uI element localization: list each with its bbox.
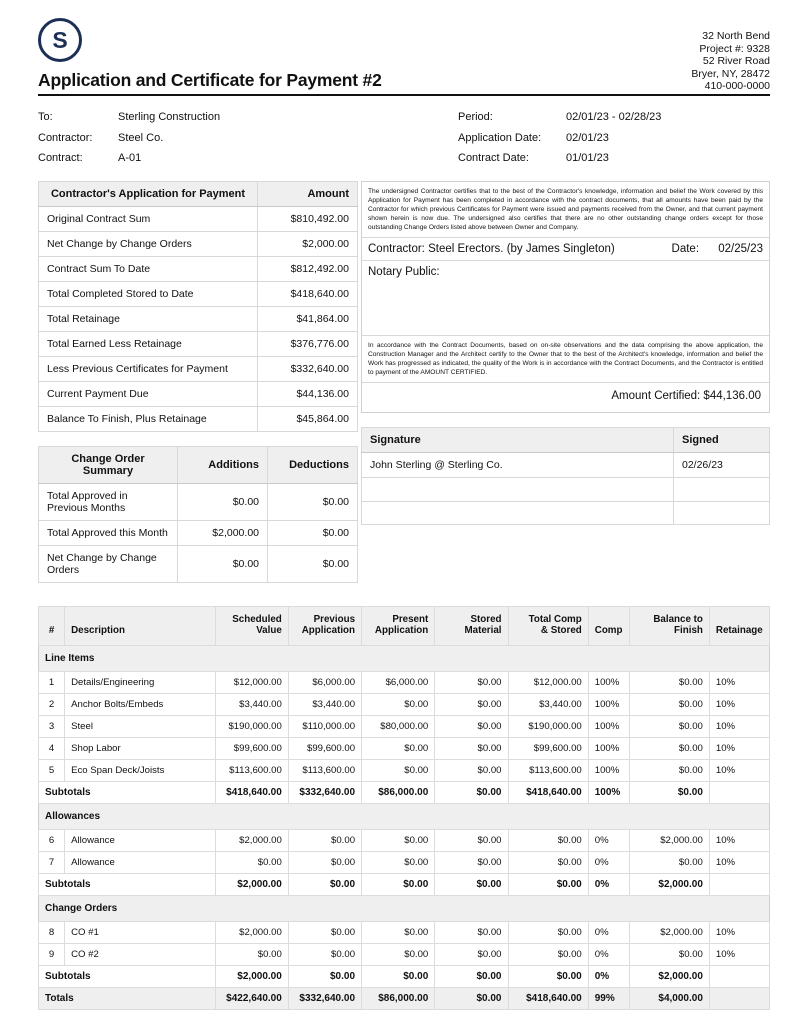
cell-comp: 100% — [588, 715, 629, 737]
table-row — [39, 406, 358, 431]
table-row — [39, 921, 770, 943]
col-header-line: Present — [392, 613, 429, 625]
row-deductions: $0.00 — [268, 545, 358, 582]
subtotal-stored-material: $0.00 — [435, 965, 508, 987]
cell-balance-to-finish: $0.00 — [629, 943, 709, 965]
cell-scheduled-value: $99,600.00 — [215, 737, 288, 759]
cell-comp: 0% — [588, 943, 629, 965]
cell-scheduled-value: $113,600.00 — [215, 759, 288, 781]
cell-retainage: 10% — [709, 715, 769, 737]
cell-number: 5 — [39, 759, 65, 781]
cell-total-comp-stored: $113,600.00 — [508, 759, 588, 781]
table-row — [39, 381, 358, 406]
cell-description: Eco Span Deck/Joists — [65, 759, 215, 781]
table-row — [39, 356, 358, 381]
table-row — [39, 256, 358, 281]
cell-balance-to-finish: $0.00 — [629, 759, 709, 781]
row-label: Total Approved this Month — [39, 520, 178, 545]
totals-present-application: $86,000.00 — [362, 987, 435, 1009]
totals-stored-material: $0.00 — [435, 987, 508, 1009]
notary-public-block — [362, 260, 769, 335]
section-header-row — [39, 645, 770, 671]
cell-retainage: 10% — [709, 921, 769, 943]
cell-description: Shop Labor — [65, 737, 215, 759]
cell-present-application: $6,000.00 — [362, 671, 435, 693]
meta-label-period: Period: — [458, 111, 493, 123]
subtotal-total-comp-stored: $0.00 — [508, 873, 588, 895]
row-amount: $45,864.00 — [258, 406, 358, 431]
table-row — [39, 306, 358, 331]
cell-number: 8 — [39, 921, 65, 943]
cell-stored-material: $0.00 — [435, 759, 508, 781]
address-line: Project #: 9328 — [699, 42, 770, 55]
cell-previous-application: $6,000.00 — [288, 671, 361, 693]
row-amount: $810,492.00 — [258, 206, 358, 231]
cell-comp: 100% — [588, 671, 629, 693]
table-header-row — [39, 446, 358, 483]
col-header-additions: Additions — [178, 446, 268, 483]
cell-retainage: 10% — [709, 759, 769, 781]
row-amount: $2,000.00 — [258, 231, 358, 256]
subtotal-previous-application: $332,640.00 — [288, 781, 361, 803]
cell-present-application: $0.00 — [362, 829, 435, 851]
cell-present-application: $0.00 — [362, 921, 435, 943]
totals-label: Totals — [39, 987, 216, 1009]
row-amount: $418,640.00 — [258, 281, 358, 306]
meta-value-to: Sterling Construction — [118, 111, 221, 123]
cell-balance-to-finish: $2,000.00 — [629, 921, 709, 943]
col-header-previous-application — [288, 606, 361, 645]
row-label: Balance To Finish, Plus Retainage — [39, 406, 258, 431]
cell-scheduled-value: $3,440.00 — [215, 693, 288, 715]
certification-panel — [361, 181, 770, 414]
totals-previous-application: $332,640.00 — [288, 987, 361, 1009]
date-label: Date: — [671, 242, 700, 255]
table-row — [39, 231, 358, 256]
section-header-row — [39, 803, 770, 829]
totals-balance-to-finish: $4,000.00 — [629, 987, 709, 1009]
subtotal-label: Subtotals — [39, 781, 216, 803]
cell-description: Allowance — [65, 851, 215, 873]
table-row — [362, 501, 770, 524]
cell-present-application: $80,000.00 — [362, 715, 435, 737]
table-row — [39, 331, 358, 356]
cell-scheduled-value: $0.00 — [215, 851, 288, 873]
cell-number: 6 — [39, 829, 65, 851]
col-header-present-application — [362, 606, 435, 645]
cell-comp: 100% — [588, 693, 629, 715]
subtotal-stored-material: $0.00 — [435, 873, 508, 895]
cell-total-comp-stored: $12,000.00 — [508, 671, 588, 693]
col-header-line: Finish — [674, 625, 703, 636]
cell-number: 9 — [39, 943, 65, 965]
amount-certified-text: Amount Certified: $44,136.00 — [362, 382, 769, 413]
notary-label: Notary Public: — [368, 265, 440, 278]
col-header-stored-material — [435, 606, 508, 645]
table-row — [39, 759, 770, 781]
col-header-line: Application — [374, 625, 429, 636]
col-header-total-comp-stored — [508, 606, 588, 645]
certification-date-group — [656, 243, 763, 255]
cell-previous-application: $0.00 — [288, 851, 361, 873]
cell-total-comp-stored: $3,440.00 — [508, 693, 588, 715]
cell-balance-to-finish: $0.00 — [629, 737, 709, 759]
cell-present-application: $0.00 — [362, 759, 435, 781]
cell-comp: 100% — [588, 737, 629, 759]
summary-section — [38, 181, 770, 583]
table-row — [39, 206, 358, 231]
row-deductions: $0.00 — [268, 483, 358, 520]
col-header-change-order-summary: Change Order Summary — [39, 446, 178, 483]
cell-previous-application: $99,600.00 — [288, 737, 361, 759]
col-header-line: Scheduled — [232, 613, 282, 625]
cell-balance-to-finish: $2,000.00 — [629, 829, 709, 851]
table-header-row — [362, 428, 770, 453]
subtotal-comp: 0% — [588, 873, 629, 895]
meta-label-to: To: — [38, 111, 53, 123]
table-header-row — [39, 606, 770, 645]
subtotal-balance-to-finish: $2,000.00 — [629, 873, 709, 895]
subtotal-retainage — [709, 873, 769, 895]
table-row — [39, 943, 770, 965]
subtotal-present-application: $86,000.00 — [362, 781, 435, 803]
cell-total-comp-stored: $0.00 — [508, 829, 588, 851]
meta-value-application-date: 02/01/23 — [566, 131, 609, 144]
cell-stored-material: $0.00 — [435, 737, 508, 759]
row-label: Total Completed Stored to Date — [39, 281, 258, 306]
cell-balance-to-finish: $0.00 — [629, 693, 709, 715]
row-signature — [362, 478, 674, 501]
subtotal-total-comp-stored: $0.00 — [508, 965, 588, 987]
page-title: Application and Certificate for Payment #2 — [38, 70, 382, 90]
cell-stored-material: $0.00 — [435, 943, 508, 965]
cell-previous-application: $0.00 — [288, 921, 361, 943]
table-row — [39, 715, 770, 737]
subtotal-present-application: $0.00 — [362, 965, 435, 987]
row-signed — [674, 501, 770, 524]
cell-description: CO #1 — [65, 921, 215, 943]
meta-value-contractor: Steel Co. — [118, 131, 164, 144]
cell-previous-application: $3,440.00 — [288, 693, 361, 715]
row-additions: $0.00 — [178, 545, 268, 582]
row-signed — [674, 478, 770, 501]
summary-left-column — [38, 181, 358, 583]
cell-previous-application: $0.00 — [288, 829, 361, 851]
cell-total-comp-stored: $99,600.00 — [508, 737, 588, 759]
cell-description: Allowance — [65, 829, 215, 851]
cell-number: 3 — [39, 715, 65, 737]
cell-retainage: 10% — [709, 693, 769, 715]
table-row — [362, 453, 770, 478]
cell-previous-application: $0.00 — [288, 943, 361, 965]
row-label: Total Approved in Previous Months — [39, 483, 178, 520]
cell-balance-to-finish: $0.00 — [629, 671, 709, 693]
row-label: Net Change by Change Orders — [39, 231, 258, 256]
row-additions: $0.00 — [178, 483, 268, 520]
cell-total-comp-stored: $190,000.00 — [508, 715, 588, 737]
row-signature — [362, 501, 674, 524]
subtotal-scheduled-value: $2,000.00 — [215, 965, 288, 987]
subtotal-row — [39, 965, 770, 987]
subtotal-label: Subtotals — [39, 873, 216, 895]
meta-value-period: 02/01/23 - 02/28/23 — [566, 111, 662, 123]
col-header-signed: Signed — [674, 428, 770, 453]
row-amount: $41,864.00 — [258, 306, 358, 331]
table-row — [39, 545, 358, 582]
row-label: Current Payment Due — [39, 381, 258, 406]
col-header-line: Balance to — [653, 613, 703, 625]
row-label: Contract Sum To Date — [39, 256, 258, 281]
row-label: Net Change by Change Orders — [39, 545, 178, 582]
signature-table — [361, 427, 770, 525]
col-header-line: Application — [301, 625, 356, 636]
cell-number: 1 — [39, 671, 65, 693]
cell-present-application: $0.00 — [362, 943, 435, 965]
row-deductions: $0.00 — [268, 520, 358, 545]
cell-present-application: $0.00 — [362, 737, 435, 759]
cell-description: Steel — [65, 715, 215, 737]
section-title: Change Orders — [39, 895, 770, 921]
subtotal-comp: 0% — [588, 965, 629, 987]
contractor-name-text: Contractor: Steel Erectors. (by James Singleton) — [368, 242, 615, 255]
table-row — [362, 478, 770, 501]
cell-stored-material: $0.00 — [435, 671, 508, 693]
subtotal-row — [39, 873, 770, 895]
cell-comp: 0% — [588, 921, 629, 943]
subtotal-label: Subtotals — [39, 965, 216, 987]
totals-comp: 99% — [588, 987, 629, 1009]
section-title: Allowances — [39, 803, 770, 829]
totals-total-comp-stored: $418,640.00 — [508, 987, 588, 1009]
contractor-signature-line — [362, 237, 769, 260]
line-items-table — [38, 606, 770, 1010]
subtotal-previous-application: $0.00 — [288, 965, 361, 987]
subtotal-balance-to-finish: $0.00 — [629, 781, 709, 803]
row-amount: $44,136.00 — [258, 381, 358, 406]
meta-right-values — [566, 107, 661, 169]
section-title: Line Items — [39, 645, 770, 671]
address-line: 32 North Bend — [702, 30, 770, 42]
cell-stored-material: $0.00 — [435, 921, 508, 943]
cell-number: 4 — [39, 737, 65, 759]
contractor-application-table — [38, 181, 358, 432]
totals-retainage — [709, 987, 769, 1009]
cell-comp: 0% — [588, 851, 629, 873]
table-row — [39, 829, 770, 851]
col-header-line: & Stored — [540, 625, 582, 636]
table-row — [39, 737, 770, 759]
col-header-retainage: Retainage — [709, 606, 769, 645]
col-header-balance-to-finish — [629, 606, 709, 645]
subtotal-retainage — [709, 781, 769, 803]
cell-scheduled-value: $0.00 — [215, 943, 288, 965]
cell-comp: 0% — [588, 829, 629, 851]
col-header-application: Contractor's Application for Payment — [39, 181, 258, 206]
subtotal-total-comp-stored: $418,640.00 — [508, 781, 588, 803]
col-header-line: Stored — [470, 613, 502, 625]
totals-row — [39, 987, 770, 1009]
cell-balance-to-finish: $0.00 — [629, 715, 709, 737]
row-label: Total Retainage — [39, 306, 258, 331]
contractor-certification-paragraph: The undersigned Contractor certifies that to the best of the Contractor's knowledge, information and belief the Work covered by this Application for Payment has been completed in accordance with the contract documents, that all amounts have been paid by the Contractor for which previous Certificates for Payment were issued and payments received from the Owner, and that current payment shown herein is now due. The undersigned also certifies that there are no other outstanding change orders except for those outstanding Change Orders listed above between Owner and Company. — [368, 187, 763, 231]
row-label: Less Previous Certificates for Payment — [39, 356, 258, 381]
cell-present-application: $0.00 — [362, 693, 435, 715]
cell-number: 7 — [39, 851, 65, 873]
table-row — [39, 483, 358, 520]
subtotal-balance-to-finish: $2,000.00 — [629, 965, 709, 987]
col-header-amount: Amount — [258, 181, 358, 206]
row-label: Original Contract Sum — [39, 206, 258, 231]
totals-scheduled-value: $422,640.00 — [215, 987, 288, 1009]
table-row — [39, 520, 358, 545]
document-header — [38, 18, 770, 96]
meta-left-group — [38, 107, 458, 169]
cell-retainage: 10% — [709, 737, 769, 759]
cell-retainage: 10% — [709, 851, 769, 873]
address-line: Bryer, NY, 28472 — [691, 67, 770, 80]
cell-scheduled-value: $12,000.00 — [215, 671, 288, 693]
table-row — [39, 693, 770, 715]
subtotal-previous-application: $0.00 — [288, 873, 361, 895]
summary-right-column — [361, 181, 770, 526]
col-header-line: Material — [464, 625, 502, 636]
table-row — [39, 281, 358, 306]
cell-total-comp-stored: $0.00 — [508, 921, 588, 943]
meta-left-values — [118, 107, 220, 169]
subtotal-scheduled-value: $418,640.00 — [215, 781, 288, 803]
subtotal-comp: 100% — [588, 781, 629, 803]
cell-comp: 100% — [588, 759, 629, 781]
col-header-line: Total Comp — [528, 613, 582, 625]
cell-total-comp-stored: $0.00 — [508, 851, 588, 873]
row-amount: $332,640.00 — [258, 356, 358, 381]
row-signature: John Sterling @ Sterling Co. — [362, 453, 674, 478]
cell-balance-to-finish: $0.00 — [629, 851, 709, 873]
cell-present-application: $0.00 — [362, 851, 435, 873]
col-header-line: Previous — [313, 613, 356, 625]
company-logo-icon — [38, 18, 82, 62]
meta-label-contractor: Contractor: — [38, 131, 93, 144]
subtotal-retainage — [709, 965, 769, 987]
architect-certification-paragraph: In accordance with the Contract Documents, based on on-site observations and the data comprising the above application, the Construction Manager and the Architect certify to the Owner that to the best of the Architect's knowledge, information and belief the Work has progressed as indicated, the quality of the Work is in accordance with the Contract Documents, and the Contractor is entitled to payment of the AMOUNT CERTIFIED. — [362, 335, 769, 382]
cell-total-comp-stored: $0.00 — [508, 943, 588, 965]
cell-description: Anchor Bolts/Embeds — [65, 693, 215, 715]
cell-number: 2 — [39, 693, 65, 715]
subtotal-stored-material: $0.00 — [435, 781, 508, 803]
col-header-scheduled-value — [215, 606, 288, 645]
meta-value-contract-date: 01/01/23 — [566, 152, 609, 164]
col-header-number: # — [39, 606, 65, 645]
cell-stored-material: $0.00 — [435, 851, 508, 873]
meta-label-application-date: Application Date: — [458, 131, 542, 144]
change-order-summary-table — [38, 446, 358, 583]
col-header-signature: Signature — [362, 428, 674, 453]
meta-left-labels — [38, 107, 118, 169]
cell-stored-material: $0.00 — [435, 715, 508, 737]
cell-scheduled-value: $190,000.00 — [215, 715, 288, 737]
row-signed: 02/26/23 — [674, 453, 770, 478]
subtotal-present-application: $0.00 — [362, 873, 435, 895]
subtotal-scheduled-value: $2,000.00 — [215, 873, 288, 895]
cell-scheduled-value: $2,000.00 — [215, 829, 288, 851]
table-row — [39, 671, 770, 693]
date-value: 02/25/23 — [718, 242, 763, 255]
logo-letter: S — [52, 26, 68, 53]
document-meta — [38, 107, 770, 169]
meta-value-contract: A-01 — [118, 152, 142, 164]
section-header-row — [39, 895, 770, 921]
cell-retainage: 10% — [709, 829, 769, 851]
cell-description: CO #2 — [65, 943, 215, 965]
cell-previous-application: $113,600.00 — [288, 759, 361, 781]
cell-description: Details/Engineering — [65, 671, 215, 693]
row-additions: $2,000.00 — [178, 520, 268, 545]
cell-retainage: 10% — [709, 671, 769, 693]
subtotal-row — [39, 781, 770, 803]
col-header-line: Value — [256, 625, 282, 636]
cell-stored-material: $0.00 — [435, 829, 508, 851]
col-header-deductions: Deductions — [268, 446, 358, 483]
meta-right-group — [458, 107, 770, 169]
cell-retainage: 10% — [709, 943, 769, 965]
col-header-comp: Comp — [588, 606, 629, 645]
address-line: 52 River Road — [702, 55, 770, 68]
col-header-description: Description — [65, 606, 215, 645]
address-line: 410-000-0000 — [704, 80, 770, 93]
row-label: Total Earned Less Retainage — [39, 331, 258, 356]
cell-scheduled-value: $2,000.00 — [215, 921, 288, 943]
row-amount: $376,776.00 — [258, 331, 358, 356]
table-row — [39, 851, 770, 873]
cell-stored-material: $0.00 — [435, 693, 508, 715]
meta-label-contract: Contract: — [38, 152, 83, 164]
meta-right-labels — [458, 107, 566, 169]
table-header-row — [39, 181, 358, 206]
meta-label-contract-date: Contract Date: — [458, 152, 529, 164]
cell-previous-application: $110,000.00 — [288, 715, 361, 737]
row-amount: $812,492.00 — [258, 256, 358, 281]
